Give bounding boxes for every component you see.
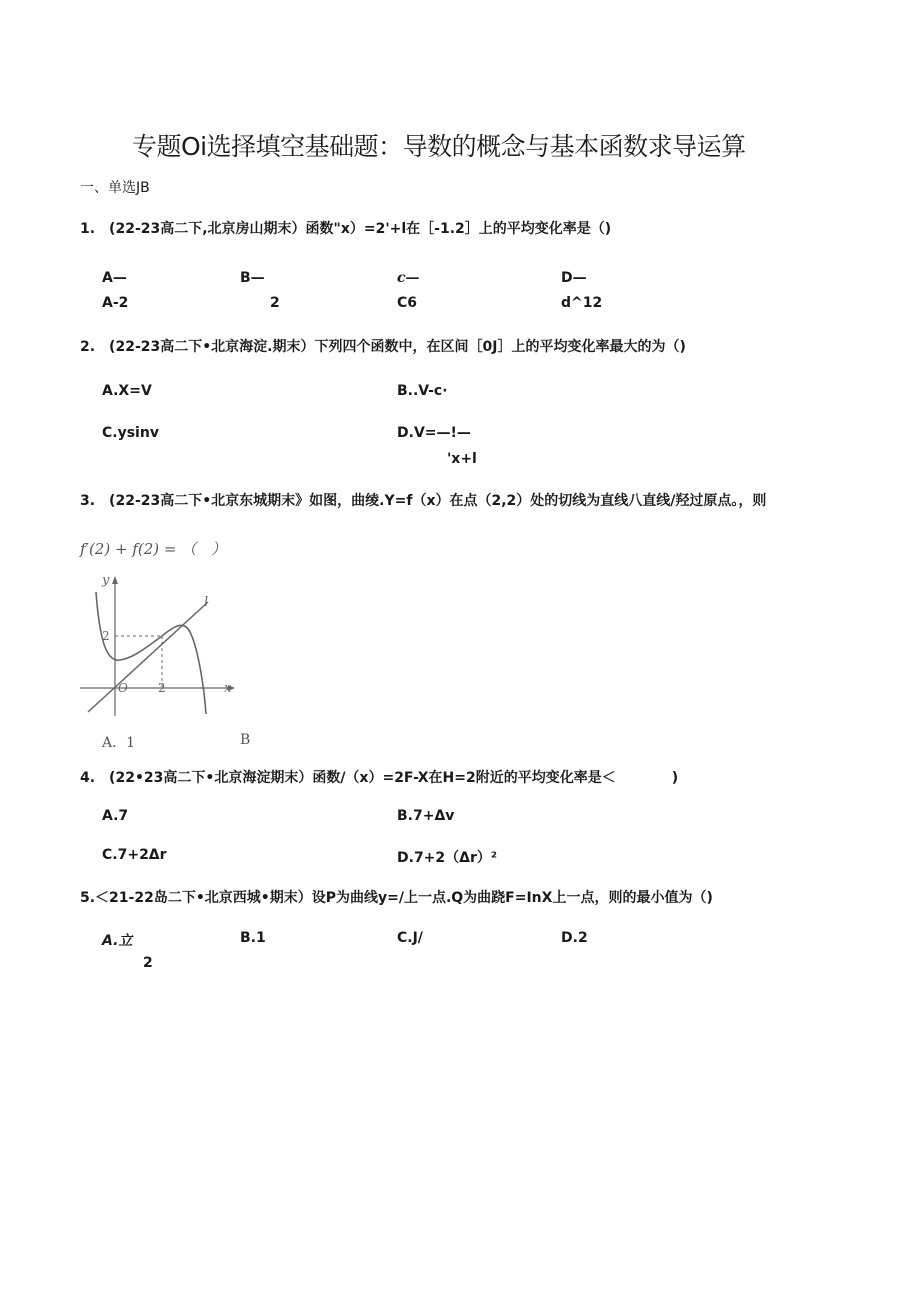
q4-option-b: B.7+Δv — [397, 808, 455, 824]
q3-graph — [78, 536, 260, 758]
page-title: 专题Oi选择填空基础题：导数的概念与基本函数求导运算 — [132, 132, 746, 161]
q2-option-d-denominator: 'x+l — [447, 451, 477, 467]
x-tick-2: 2 — [158, 681, 166, 695]
q1-option-d-value: d^12 — [561, 295, 603, 311]
q4-option-a: A.7 — [102, 808, 129, 824]
question-4-text: 4. (22•23高二下•北京海淀期末）函数/（x）=2F-X在H=2附近的平均变化率是＜ ) — [80, 770, 679, 786]
q4-option-c: C.7+2Δr — [102, 847, 167, 863]
y-tick-2: 2 — [102, 629, 110, 643]
x-axis-label: x — [224, 681, 232, 696]
q1-option-a-value: A-2 — [102, 295, 129, 311]
q5-option-c: C.J/ — [397, 930, 423, 946]
tangent-line-l — [88, 602, 208, 712]
q1-option-d: D— — [561, 270, 587, 286]
q1-option-c: c— — [397, 270, 420, 286]
q1-option-c-value: C6 — [397, 295, 418, 311]
q2-option-d: D.V=—!— — [397, 425, 471, 441]
curve-f — [96, 592, 209, 714]
question-2-text: 2. (22-23高二下•北京海淀.期末）下列四个函数中，在区间［0J］上的平均变化率最大的为（) — [80, 339, 686, 355]
q1-option-b: B— — [240, 270, 265, 286]
question-5-text: 5.＜21-22岛二下•北京西城•期末）设P为曲线y=/上一点.Q为曲跷F=InX上一点，则的最小值为（) — [80, 890, 713, 906]
q5-option-d: D.2 — [561, 930, 588, 946]
q1-option-a: A— — [102, 270, 127, 286]
origin-label: O — [118, 681, 128, 695]
question-1-text: 1. (22-23高二下,北京房山期末）函数"x）=2'+l在［-1.2］上的平均变化率是（) — [80, 221, 612, 237]
question-3-text: 3. (22-23高二下•北京东城期末》如图，曲绫.Y=f（x）在点（2,2）处的切线为直线八直线/羟过原点。，则 — [80, 493, 767, 509]
y-axis-arrow — [112, 576, 118, 584]
q3-option-a: A．1 — [102, 735, 136, 751]
q5-option-b: B.1 — [240, 930, 266, 946]
q5-option-a: A.立 — [102, 933, 133, 949]
q2-option-b: B..V-c· — [397, 383, 448, 399]
section-heading: 一、单选JB — [80, 180, 150, 196]
q2-option-c: C.ysinv — [102, 425, 159, 441]
line-l-label: l — [204, 595, 209, 610]
q2-option-a: A.X=V — [102, 383, 152, 399]
q3-option-b: B — [240, 732, 251, 748]
q1-option-b-value: 2 — [270, 295, 280, 311]
q4-option-d: D.7+2（Δr）² — [397, 850, 498, 866]
q5-option-a-denominator: 2 — [143, 955, 153, 971]
y-axis-label: y — [102, 573, 110, 588]
q3-formula: f′(2) + f(2) = （ ） — [80, 540, 227, 558]
